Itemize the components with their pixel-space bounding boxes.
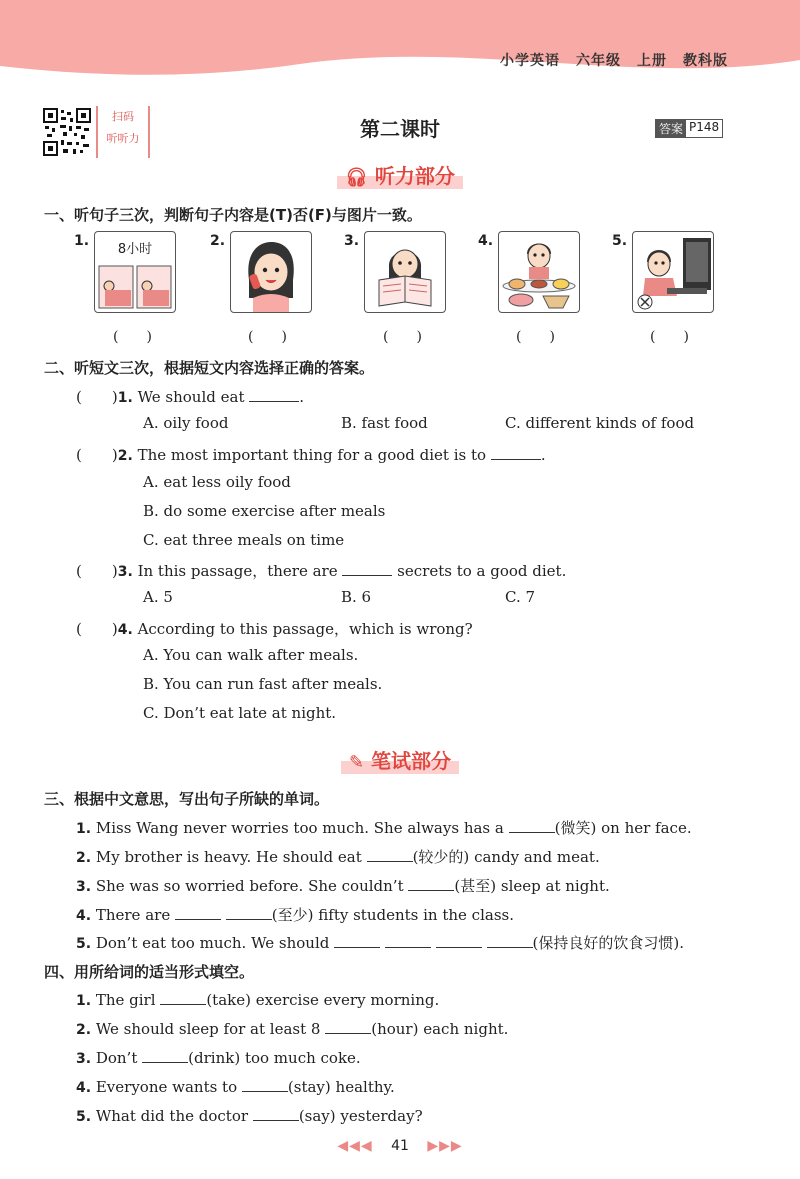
q-hint: (stay)	[287, 1078, 331, 1096]
q-num: 5.	[76, 1109, 92, 1125]
q-post: sleep at night.	[500, 877, 610, 895]
part3-q1	[76, 817, 692, 838]
q-text: According to this passage，which is wrong?	[137, 620, 473, 638]
pic-num-3: 3.	[344, 233, 360, 249]
q-hint: (保持良好的饮食习惯).	[532, 934, 684, 952]
answer-page: P148	[689, 120, 720, 134]
option-c[interactable]: C. different kinds of food	[505, 414, 695, 432]
q-pre: Miss Wang never worries too much. She always has a	[95, 819, 504, 837]
answer-blank[interactable]	[160, 990, 206, 1005]
pic-num-2: 2.	[210, 233, 226, 249]
picture-girl-reading	[364, 231, 446, 313]
headphones-icon: 🎧︎	[345, 167, 368, 188]
part3-heading: 三、根据中文意思，写出句子所缺的单词。	[44, 790, 330, 808]
listening-banner	[0, 160, 800, 189]
q-hint: (微笑)	[554, 819, 597, 837]
q-text: We should eat	[137, 388, 245, 406]
answer-blank[interactable]	[491, 445, 541, 460]
picture-boy-computer	[632, 231, 714, 313]
part3-q5	[76, 932, 684, 953]
option-b[interactable]: B. fast food	[341, 414, 428, 432]
part4-q3	[76, 1048, 361, 1067]
q-pre: My brother is heavy. He should eat	[95, 848, 362, 866]
answer-blank[interactable]	[408, 876, 454, 891]
q-num: 2.	[117, 448, 133, 464]
q-pre: Everyone wants to	[95, 1078, 238, 1096]
part4-q2	[76, 1019, 508, 1038]
answer-blank[interactable]	[436, 933, 482, 948]
q-hint: (drink)	[188, 1049, 241, 1067]
answer-paren[interactable]: ( )	[76, 562, 118, 580]
part3-q4	[76, 904, 514, 925]
picture-boy-eating	[498, 231, 580, 313]
option-c[interactable]: C. eat three meals on time	[143, 531, 345, 549]
q-num: 3.	[117, 564, 133, 580]
answer-paren[interactable]: ( )	[76, 388, 118, 406]
subject: 小学英语	[500, 53, 560, 69]
answer-paren-2[interactable]: ( )	[248, 329, 287, 345]
option-b[interactable]: B. You can run fast after meals.	[143, 675, 383, 693]
q-text: The most important thing for a good diet is to	[137, 446, 487, 464]
pic-num-1: 1.	[74, 233, 90, 249]
q-post: candy and meat.	[474, 848, 600, 866]
q-post: yesterday?	[340, 1107, 423, 1125]
page-footer	[0, 1138, 800, 1154]
answer-paren[interactable]: ( )	[76, 446, 118, 464]
picture-sleep-8-hours	[94, 231, 176, 313]
option-c[interactable]: C. Don’t eat late at night.	[143, 704, 337, 722]
q-end: .	[299, 388, 305, 406]
q-pre: The girl	[95, 991, 156, 1009]
part4-q4	[76, 1077, 395, 1096]
answer-blank[interactable]	[142, 1048, 188, 1063]
part3-q3	[76, 875, 610, 896]
q-post: exercise every morning.	[255, 991, 440, 1009]
q-pre: She was so worried before. She couldn’t	[95, 877, 404, 895]
part2-q3	[76, 560, 566, 581]
q-text2: secrets to a good diet.	[397, 562, 567, 580]
option-c[interactable]: C. 7	[505, 588, 536, 606]
book-info	[484, 50, 728, 70]
answer-blank[interactable]	[249, 387, 299, 402]
q-hint: (hour)	[371, 1020, 419, 1038]
q-num: 5.	[76, 936, 92, 952]
q-num: 4.	[76, 1080, 92, 1096]
q-post: too much coke.	[244, 1049, 361, 1067]
answer-blank[interactable]	[385, 933, 431, 948]
q-pre: Don’t eat too much. We should	[95, 934, 330, 952]
pic1-caption: 8小时	[117, 242, 153, 257]
answer-blank[interactable]	[253, 1106, 299, 1121]
q-post: each night.	[423, 1020, 509, 1038]
q-hint: (say)	[298, 1107, 336, 1125]
answer-paren-5[interactable]: ( )	[650, 329, 689, 345]
listening-banner-text: 听力部分	[374, 164, 455, 188]
pencil-icon: ✎	[348, 752, 365, 773]
answer-blank[interactable]	[334, 933, 380, 948]
option-b[interactable]: B. do some exercise after meals	[143, 502, 386, 520]
answer-paren[interactable]: ( )	[76, 620, 118, 638]
answer-paren-4[interactable]: ( )	[516, 329, 555, 345]
q-num: 2.	[76, 1022, 92, 1038]
answer-blank[interactable]	[242, 1077, 288, 1092]
answer-blank[interactable]	[487, 933, 533, 948]
answer-blank[interactable]	[226, 905, 272, 920]
option-a[interactable]: A. 5	[143, 588, 173, 606]
part2-q1	[76, 386, 304, 407]
option-a[interactable]: A. eat less oily food	[143, 473, 291, 491]
writing-banner	[0, 745, 800, 774]
pic-num-4: 4.	[478, 233, 494, 249]
part1-heading: 一、听句子三次，判断句子内容是(T)否(F)与图片一致。	[44, 206, 422, 224]
page-number: 41	[391, 1138, 409, 1154]
writing-banner-text: 笔试部分	[371, 749, 452, 773]
q-num: 1.	[76, 821, 92, 837]
next-arrows-icon: ▶▶▶	[427, 1138, 463, 1154]
picture-girl-phone	[230, 231, 312, 313]
q-num: 3.	[76, 1051, 92, 1067]
q-hint: (take)	[206, 991, 251, 1009]
answer-paren-3[interactable]: ( )	[383, 329, 422, 345]
q-num: 4.	[76, 908, 92, 924]
pic-num-5: 5.	[612, 233, 628, 249]
edition: 教科版	[683, 53, 728, 69]
q-num: 1.	[76, 993, 92, 1009]
answer-blank[interactable]	[175, 905, 221, 920]
part4-heading: 四、用所给词的适当形式填空。	[44, 963, 255, 981]
part3-q2	[76, 846, 600, 867]
q-num: 3.	[76, 879, 92, 895]
q-end: .	[540, 446, 546, 464]
q-num: 2.	[76, 850, 92, 866]
grade: 六年级	[576, 53, 621, 69]
q-num: 1.	[117, 390, 133, 406]
q-text: In this passage，there are	[137, 562, 338, 580]
answer-paren-1[interactable]: ( )	[113, 329, 152, 345]
q-pre: Don’t	[95, 1049, 138, 1067]
option-b[interactable]: B. 6	[341, 588, 372, 606]
q-pre: We should sleep for at least 8	[95, 1020, 321, 1038]
answer-blank[interactable]	[325, 1019, 371, 1034]
volume: 上册	[637, 53, 667, 69]
answer-blank[interactable]	[342, 561, 392, 576]
answer-label: 答案	[656, 120, 686, 137]
q-hint: (甚至)	[454, 877, 497, 895]
q-hint: (较少的)	[412, 848, 470, 866]
option-a[interactable]: A. You can walk after meals.	[143, 646, 359, 664]
q-post: healthy.	[335, 1078, 395, 1096]
q-pre: What did the doctor	[95, 1107, 249, 1125]
part4-q5	[76, 1106, 423, 1125]
answer-reference	[655, 119, 723, 138]
q-post: fifty students in the class.	[318, 906, 514, 924]
q-post: on her face.	[601, 819, 692, 837]
option-a[interactable]: A. oily food	[143, 414, 229, 432]
part4-q1	[76, 990, 439, 1009]
q-pre: There are	[95, 906, 171, 924]
lesson-title: 第二课时	[360, 117, 440, 141]
part2-q2	[76, 444, 546, 465]
scan-line2: 听听力	[106, 132, 140, 145]
sleeping-people-icon	[95, 264, 175, 312]
answer-blank[interactable]	[509, 818, 555, 833]
part2-q4	[76, 618, 473, 639]
q-num: 4.	[117, 622, 133, 638]
scan-line1: 扫码	[112, 110, 134, 123]
prev-arrows-icon: ◀◀◀	[337, 1138, 373, 1154]
part2-heading: 二、听短文三次，根据短文内容选择正确的答案。	[44, 359, 375, 377]
answer-blank[interactable]	[367, 847, 413, 862]
q-hint: (至少)	[271, 906, 314, 924]
